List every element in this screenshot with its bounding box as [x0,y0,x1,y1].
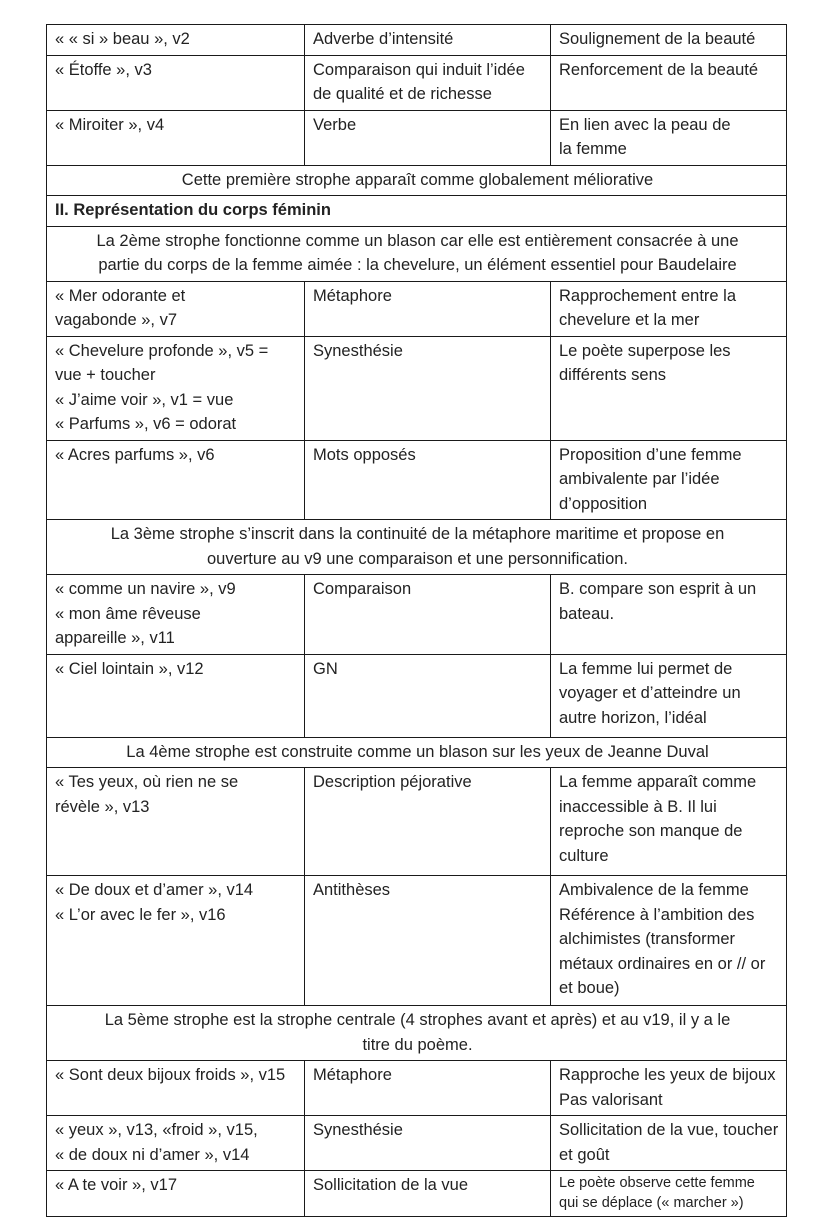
cell-text-line: Le poète superpose les [559,341,731,360]
cell-text-line: Description péjorative [313,773,472,791]
effect-cell [551,768,787,876]
cell-text-line: Pas valorisant [559,1090,663,1109]
analysis-table [46,24,787,1217]
cell-text-line: Cette première strophe apparaît comme globalement méliorative [181,170,654,189]
analysis-table-body [47,25,787,1217]
effect-cell [551,1171,787,1217]
cell-text-line: « Sont deux bijoux froids », v15 [55,1066,286,1084]
cell-text-line: métaux ordinaires en or // or [559,954,766,973]
cell-text-line: En lien avec la peau de [559,115,731,134]
quote-cell [47,440,305,520]
cell-text-line: Renforcement de la beauté [559,60,759,79]
quote-cell [47,1116,305,1171]
table-row [47,440,787,520]
strophe-comment [47,165,787,196]
cell-text-line: La 4ème strophe est construite comme un blason sur les yeux de Jeanne Duval [126,742,709,761]
cell-text-line: Soulignement de la beauté [559,30,756,48]
quote-cell [47,281,305,336]
cell-text-line: La femme lui permet de [559,659,733,678]
cell-text-line: d’opposition [559,494,648,513]
table-row [47,768,787,876]
cell-text-line: B. compare son esprit à un [559,580,757,598]
cell-text-line: « Acres parfums », v6 [55,445,215,464]
effect-cell [551,336,787,440]
cell-text-line: et boue) [559,979,620,997]
effect-cell [551,110,787,165]
cell-text-line: culture [559,846,609,865]
cell-text-line: La 5ème strophe est la strophe centrale (4 strophes avant et après) et au v19, il y a le [104,1011,731,1029]
figure-cell [305,1171,551,1217]
cell-text-line: Référence à l’ambition des [559,905,755,924]
cell-text-line: Métaphore [313,286,392,305]
figure-cell [305,1061,551,1116]
table-row [47,876,787,1006]
cell-text-line: « Miroiter », v4 [55,115,165,134]
cell-text-line: appareille », v11 [55,629,175,647]
cell-text-line: « comme un navire », v9 [55,580,236,598]
strophe-comment [47,737,787,768]
strophe-comment-row [47,737,787,768]
strophe-comment [47,520,787,575]
table-row [47,654,787,737]
cell-text-line: « Étoffe », v3 [55,60,152,79]
table-row [47,281,787,336]
cell-text-line: vue + toucher [55,366,156,384]
effect-cell [551,575,787,655]
quote-cell [47,654,305,737]
quote-cell [47,575,305,655]
cell-text-line: révèle », v13 [55,797,150,816]
effect-cell [551,440,787,520]
cell-text-line: « « si » beau », v2 [55,30,190,48]
cell-text-line: Ambivalence de la femme [559,881,749,899]
effect-cell [551,281,787,336]
cell-text-line: Métaphore [313,1066,392,1084]
effect-cell [551,1061,787,1116]
cell-text-line: Synesthésie [313,1121,403,1139]
quote-cell [47,110,305,165]
cell-text-line: Sollicitation de la vue, toucher [559,1121,779,1139]
cell-text-line: Comparaison qui induit l’idée [313,60,525,79]
cell-text-line: « de doux ni d’amer », v14 [55,1145,250,1164]
cell-text-line: voyager et d’atteindre un [559,684,741,702]
cell-text-line: La 3ème strophe s’inscrit dans la continuité de la métaphore maritime et propose en [110,525,725,543]
table-row [47,336,787,440]
cell-text-line: « De doux et d’amer », v14 [55,881,254,899]
cell-text-line: inaccessible à B. Il lui [559,797,717,816]
quote-cell [47,1061,305,1116]
cell-text-line: GN [313,659,338,678]
table-row [47,1061,787,1116]
strophe-comment [47,1006,787,1061]
figure-cell [305,1116,551,1171]
table-row [47,25,787,56]
strophe-comment-row [47,165,787,196]
table-row [47,110,787,165]
cell-text-line: Le poète observe cette femme [559,1175,755,1191]
cell-text-line: chevelure et la mer [559,311,700,329]
cell-text-line: « A te voir », v17 [55,1176,177,1194]
cell-text-line: Verbe [313,115,357,134]
cell-text-line: La 2ème strophe fonctionne comme un blason car elle est entièrement consacrée à une [96,231,739,250]
cell-text-line: et goût [559,1145,610,1164]
quote-cell [47,1171,305,1217]
cell-text-line: Mots opposés [313,445,416,464]
cell-text-line: titre du poème. [362,1035,473,1054]
figure-cell [305,876,551,1006]
quote-cell [47,876,305,1006]
effect-cell [551,1116,787,1171]
cell-text-line: La femme apparaît comme [559,773,757,791]
effect-cell [551,55,787,110]
cell-text-line: Antithèses [313,881,391,899]
cell-text-line: II. Représentation du corps féminin [55,201,331,219]
table-row [47,1171,787,1217]
effect-cell [551,876,787,1006]
cell-text-line: Adverbe d’intensité [313,30,454,48]
cell-text-line: « Tes yeux, où rien ne se [55,773,239,791]
cell-text-line: autre horizon, l’idéal [559,708,707,727]
quote-cell [47,336,305,440]
figure-cell [305,25,551,56]
strophe-comment-row [47,520,787,575]
table-row [47,55,787,110]
cell-text-line: vagabonde », v7 [55,311,178,329]
figure-cell [305,768,551,876]
cell-text-line: « yeux », v13, «froid », v15, [55,1121,258,1139]
strophe-comment-row [47,226,787,281]
cell-text-line: « Ciel lointain », v12 [55,659,204,678]
figure-cell [305,440,551,520]
cell-text-line: qui se déplace (« marcher ») [559,1195,744,1211]
figure-cell [305,575,551,655]
cell-text-line: Proposition d’une femme [559,445,742,464]
cell-text-line: reproche son manque de [559,822,743,840]
table-row [47,1116,787,1171]
figure-cell [305,336,551,440]
cell-text-line: bateau. [559,604,615,623]
cell-text-line: différents sens [559,366,667,384]
strophe-comment [47,226,787,281]
cell-text-line: de qualité et de richesse [313,85,492,103]
cell-text-line: Comparaison [313,580,412,598]
figure-cell [305,654,551,737]
cell-text-line: Rapproche les yeux de bijoux [559,1066,776,1084]
cell-text-line: Rapprochement entre la [559,286,737,305]
table-row [47,575,787,655]
cell-text-line: « mon âme rêveuse [55,604,201,623]
cell-text-line: partie du corps de la femme aimée : la chevelure, un élément essentiel pour Baudelaire [98,256,737,274]
cell-text-line: « J’aime voir », v1 = vue [55,390,234,409]
cell-text-line: alchimistes (transformer [559,930,736,948]
figure-cell [305,55,551,110]
cell-text-line: « Mer odorante et [55,286,186,305]
cell-text-line: Synesthésie [313,341,403,360]
cell-text-line: ouverture au v9 une comparaison et une personnification. [206,549,629,568]
cell-text-line: ambivalente par l’idée [559,470,720,488]
quote-cell [47,768,305,876]
section-heading [47,196,787,227]
figure-cell [305,281,551,336]
cell-text-line: « L’or avec le fer », v16 [55,905,226,924]
figure-cell [305,110,551,165]
cell-text-line: la femme [559,140,627,158]
cell-text-line: « Parfums », v6 = odorat [55,415,237,433]
cell-text-line: « Chevelure profonde », v5 = [55,341,269,360]
effect-cell [551,654,787,737]
cell-text-line: Sollicitation de la vue [313,1176,469,1194]
quote-cell [47,55,305,110]
effect-cell [551,25,787,56]
strophe-comment-row [47,1006,787,1061]
quote-cell [47,25,305,56]
section-heading-row [47,196,787,227]
